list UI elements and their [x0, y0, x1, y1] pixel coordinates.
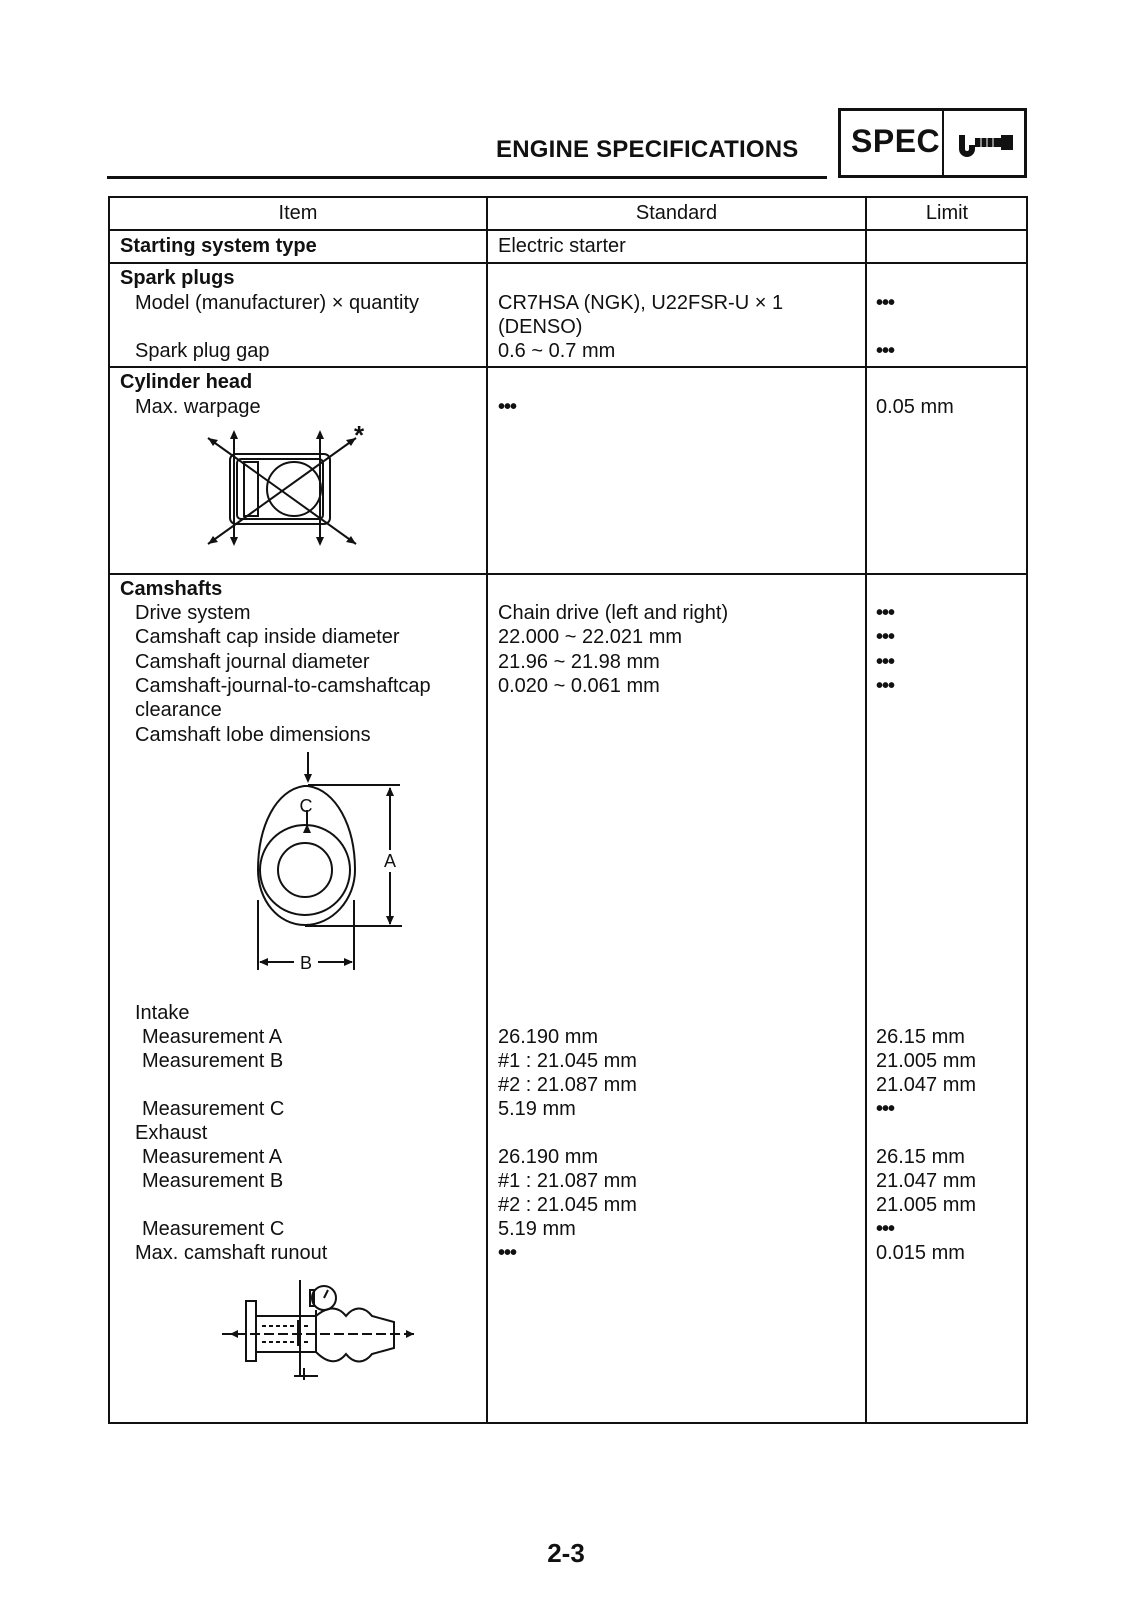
row-divider — [110, 262, 1026, 264]
row-divider — [110, 366, 1026, 368]
starting-system-value: Electric starter — [498, 235, 626, 257]
exhaust-measurement-value: #1 : 21.087 mm — [498, 1170, 637, 1192]
camshaft-row-value: Chain drive (left and right) — [498, 602, 729, 624]
intake-measurement-value: #2 : 21.087 mm — [498, 1074, 637, 1096]
intake-measurement-label: Measurement A — [142, 1026, 283, 1048]
spec-badge — [838, 108, 1027, 178]
warpage-label: Max. warpage — [135, 396, 261, 418]
column-header-standard: Standard — [635, 202, 718, 224]
exhaust-measurement-value: #2 : 21.045 mm — [498, 1194, 637, 1216]
exhaust-measurement-label: Measurement C — [142, 1218, 285, 1240]
intake-measurement-limit: 26.15 mm — [876, 1026, 965, 1048]
exhaust-measurement-value: 5.19 mm — [498, 1218, 576, 1240]
camshaft-row-limit: ••• — [876, 675, 895, 697]
spec-badge-divider — [942, 111, 944, 175]
header-rule — [107, 176, 827, 179]
camshaft-row-value: 0.020 ~ 0.061 mm — [498, 675, 660, 697]
spark-plug-model-value-2: (DENSO) — [498, 316, 583, 338]
camshaft-row-limit: ••• — [876, 602, 895, 624]
runout-value: ••• — [498, 1242, 517, 1264]
lobe-label-a: A — [383, 851, 397, 871]
runout-limit: 0.015 mm — [876, 1242, 965, 1264]
camshaft-row-label: Camshaft lobe dimensions — [135, 724, 371, 746]
camshaft-row-label: Camshaft-journal-to-camshaftcap — [135, 675, 431, 697]
camshafts-title: Camshafts — [120, 578, 223, 600]
spark-plug-gap-label: Spark plug gap — [135, 340, 270, 362]
exhaust-label: Exhaust — [135, 1122, 208, 1144]
diagram-mark: * — [354, 426, 365, 450]
intake-measurement-value: 5.19 mm — [498, 1098, 576, 1120]
intake-measurement-limit: 21.047 mm — [876, 1074, 977, 1096]
intake-measurement-label: Measurement B — [142, 1050, 284, 1072]
camshaft-row-label: Drive system — [135, 602, 251, 624]
spec-badge-label: SPEC — [851, 123, 941, 159]
camshaft-row-label: clearance — [135, 699, 222, 721]
page-title: ENGINE SPECIFICATIONS — [496, 136, 799, 163]
lobe-label-b: B — [299, 953, 313, 973]
spec-table — [108, 196, 1028, 1424]
lobe-label-c: C — [299, 796, 313, 816]
camshaft-row-limit: ••• — [876, 651, 895, 673]
camshaft-row-limit: ••• — [876, 626, 895, 648]
column-divider — [865, 198, 867, 1422]
camshaft-lobe-diagram — [250, 750, 420, 975]
spark-plugs-title: Spark plugs — [120, 267, 235, 289]
row-divider — [110, 573, 1026, 575]
camshaft-row-value: 22.000 ~ 22.021 mm — [498, 626, 683, 648]
exhaust-measurement-limit: ••• — [876, 1218, 895, 1240]
micrometer-icon — [953, 129, 1019, 161]
intake-measurement-limit: 21.005 mm — [876, 1050, 977, 1072]
column-divider — [486, 198, 488, 1422]
camshaft-row-label: Camshaft cap inside diameter — [135, 626, 400, 648]
intake-measurement-value: 26.190 mm — [498, 1026, 599, 1048]
cylinder-head-warpage-diagram — [206, 426, 376, 551]
row-divider — [110, 229, 1026, 231]
exhaust-measurement-limit: 21.047 mm — [876, 1170, 977, 1192]
intake-label: Intake — [135, 1002, 190, 1024]
intake-measurement-limit: ••• — [876, 1098, 895, 1120]
camshaft-row-label: Camshaft journal diameter — [135, 651, 370, 673]
exhaust-measurement-label: Measurement A — [142, 1146, 283, 1168]
exhaust-measurement-label: Measurement B — [142, 1170, 284, 1192]
spark-plug-gap-limit: ••• — [876, 340, 895, 362]
exhaust-measurement-value: 26.190 mm — [498, 1146, 599, 1168]
exhaust-measurement-limit: 26.15 mm — [876, 1146, 965, 1168]
spark-plug-gap-value: 0.6 ~ 0.7 mm — [498, 340, 616, 362]
runout-label: Max. camshaft runout — [135, 1242, 328, 1264]
spark-plug-model-value: CR7HSA (NGK), U22FSR-U × 1 — [498, 292, 784, 314]
camshaft-runout-diagram — [218, 1276, 428, 1386]
cylinder-head-title: Cylinder head — [120, 371, 253, 393]
page-number: 2-3 — [547, 1538, 585, 1568]
starting-system-label: Starting system type — [120, 235, 317, 257]
camshaft-row-value: 21.96 ~ 21.98 mm — [498, 651, 660, 673]
column-header-item: Item — [278, 202, 318, 224]
warpage-value: ••• — [498, 396, 517, 418]
column-header-limit: Limit — [925, 202, 969, 224]
warpage-limit: 0.05 mm — [876, 396, 954, 418]
spark-plug-model-limit: ••• — [876, 292, 895, 314]
intake-measurement-label: Measurement C — [142, 1098, 285, 1120]
intake-measurement-value: #1 : 21.045 mm — [498, 1050, 637, 1072]
exhaust-measurement-limit: 21.005 mm — [876, 1194, 977, 1216]
spark-plug-model-label: Model (manufacturer) × quantity — [135, 292, 420, 314]
